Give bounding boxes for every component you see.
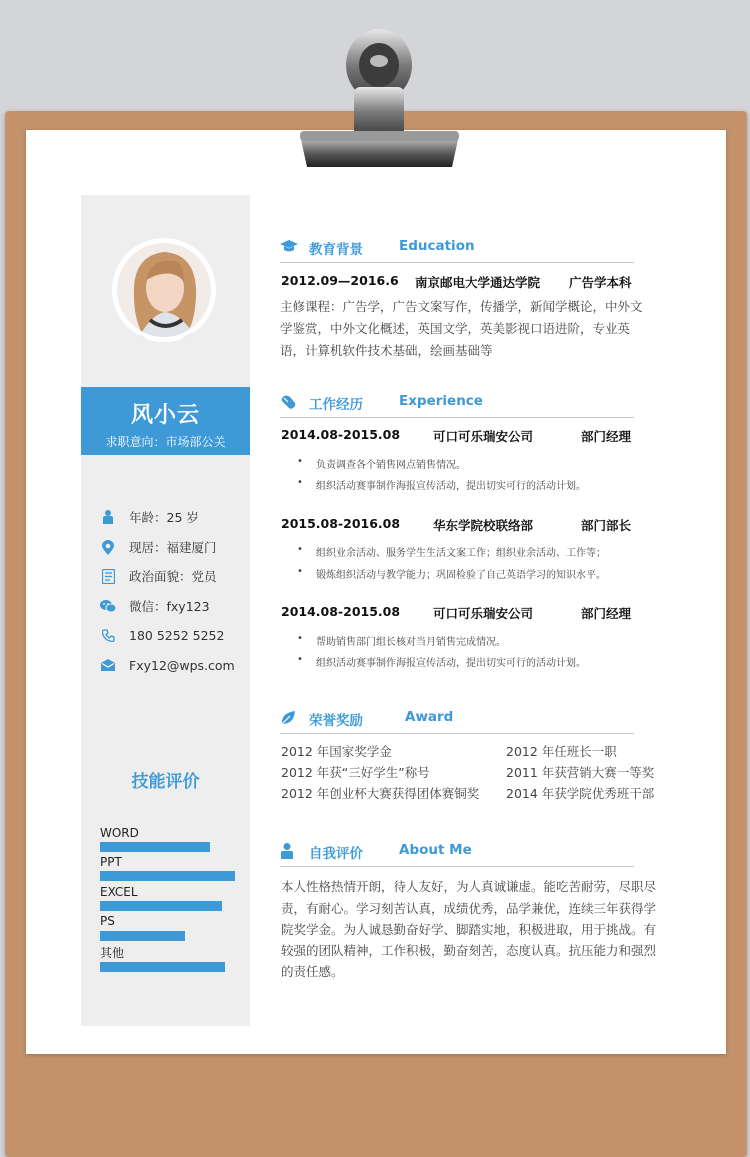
award-item: 2011 年获营销大赛一等奖 [506, 765, 655, 780]
job-role: 部门经理 [581, 606, 632, 621]
location-pin-icon [100, 539, 116, 555]
job-period: 2014.08-2015.08 [281, 604, 401, 619]
section-title-cn: 教育背景 [309, 242, 363, 258]
skill-label: PS [100, 914, 115, 928]
section-title-en: Award [405, 709, 454, 725]
award-item: 2012 年创业杯大赛获得团体赛铜奖 [281, 786, 480, 801]
about-line: 本人性格热情开朗，待人友好，为人真诚谦虚。能吃苦耐劳，尽职尽 [281, 879, 657, 894]
edu-period: 2012.09—2016.6 [281, 273, 399, 288]
wechat-icon [100, 598, 116, 614]
edu-degree: 广告学本科 [569, 275, 632, 290]
candidate-name: 风小云 [130, 403, 200, 428]
info-phone-text: 180 5252 5252 [129, 627, 225, 643]
skill-bar [100, 962, 225, 972]
graduation-cap-icon [280, 239, 296, 255]
skill-bar [100, 842, 210, 852]
award-item: 2012 年获“三好学生”称号 [281, 765, 430, 780]
mail-icon [100, 657, 116, 673]
skill-label: WORD [100, 826, 139, 840]
info-politics [100, 566, 250, 586]
job-role: 部门经理 [581, 429, 632, 444]
skill-label: 其他 [100, 946, 125, 960]
edu-courses: 主修课程：广告学，广告文案写作，传播学，新闻学概论，中外文学鉴赏，中外文化概述，英国文学，英美影视口语进阶，专业英语，计算机软件技术基础，绘画基础等 [280, 299, 643, 358]
skill-label: EXCEL [100, 885, 138, 899]
section-title-cn: 工作经历 [309, 397, 363, 413]
info-location-text: 现居：福建厦门 [129, 540, 217, 555]
section-title-cn: 荣誉奖励 [309, 713, 363, 729]
section-header-award [280, 707, 634, 734]
skill-label: PPT [100, 855, 122, 869]
mouse-icon [280, 394, 296, 410]
section-title-en: Experience [399, 393, 483, 409]
skill-bar [100, 931, 185, 941]
job-duty: • 组织活动赛事制作海报宣传活动，提出切实可行的活动计划。 [298, 654, 586, 669]
skill-bar [100, 871, 235, 881]
section-title-en: About Me [399, 842, 472, 858]
person-icon [100, 509, 116, 525]
about-line: 院奖学金。为人诚恳勤奋好学、脚踏实地，积极进取，用于挑战。有 [281, 922, 657, 937]
name-banner [81, 387, 250, 455]
job-role: 部门部长 [581, 518, 632, 533]
job-duty: • 负责调查各个销售网点销售情况。 [298, 456, 466, 471]
skills-title: 技能评价 [131, 772, 200, 792]
about-line: 较强的团队精神，工作积极，勤奋刻苦，态度认真。抗压能力和强烈 [281, 943, 657, 958]
document-icon [100, 568, 116, 584]
job-period: 2014.08-2015.08 [281, 427, 401, 442]
job-duty: • 组织业余活动、服务学生生活文案工作；组织业余活动、工作等； [298, 544, 606, 559]
job-objective: 求职意向：市场部公关 [105, 435, 226, 449]
section-header-experience [280, 391, 634, 418]
award-item: 2012 年国家奖学金 [281, 744, 392, 759]
job-company: 可口可乐瑞安公司 [433, 606, 534, 621]
job-period: 2015.08-2016.08 [281, 516, 401, 531]
info-email [100, 655, 250, 675]
leaf-icon [280, 710, 296, 726]
job-duty: • 组织活动赛事制作海报宣传活动，提出切实可行的活动计划。 [298, 477, 586, 492]
section-header-education [280, 236, 634, 263]
about-line: 责，有耐心。学习刻苦认真，成绩优秀，品学兼优，连续三年获得学 [281, 901, 657, 916]
award-item: 2014 年获学院优秀班干部 [506, 786, 655, 801]
phone-icon [100, 627, 116, 643]
section-title-cn: 自我评价 [309, 846, 363, 862]
info-email-text: Fxy12@wps.com [129, 657, 235, 673]
info-wechat-text: 微信：fxy123 [129, 599, 210, 614]
job-duty: • 帮助销售部门组长核对当月销售完成情况。 [298, 633, 506, 648]
person-icon [280, 843, 296, 859]
job-company: 可口可乐瑞安公司 [433, 429, 534, 444]
info-age-text: 年龄：25 岁 [129, 510, 199, 525]
binder-clip-icon [292, 25, 467, 170]
about-line: 的责任感。 [281, 964, 344, 979]
profile-photo [112, 238, 216, 342]
info-location [100, 537, 250, 557]
info-wechat [100, 596, 250, 616]
info-phone [100, 625, 250, 645]
section-header-about [280, 840, 634, 867]
info-politics-text: 政治面貌：党员 [129, 569, 217, 584]
edu-school: 南京邮电大学通达学院 [415, 275, 541, 290]
skill-bar [100, 901, 222, 911]
info-age [100, 507, 250, 527]
job-duty: • 锻炼组织活动与教学能力；巩固检验了自己英语学习的知识水平。 [298, 566, 606, 581]
award-item: 2012 年任班长一职 [506, 744, 617, 759]
job-company: 华东学院校联络部 [433, 518, 534, 533]
section-title-en: Education [399, 238, 475, 254]
